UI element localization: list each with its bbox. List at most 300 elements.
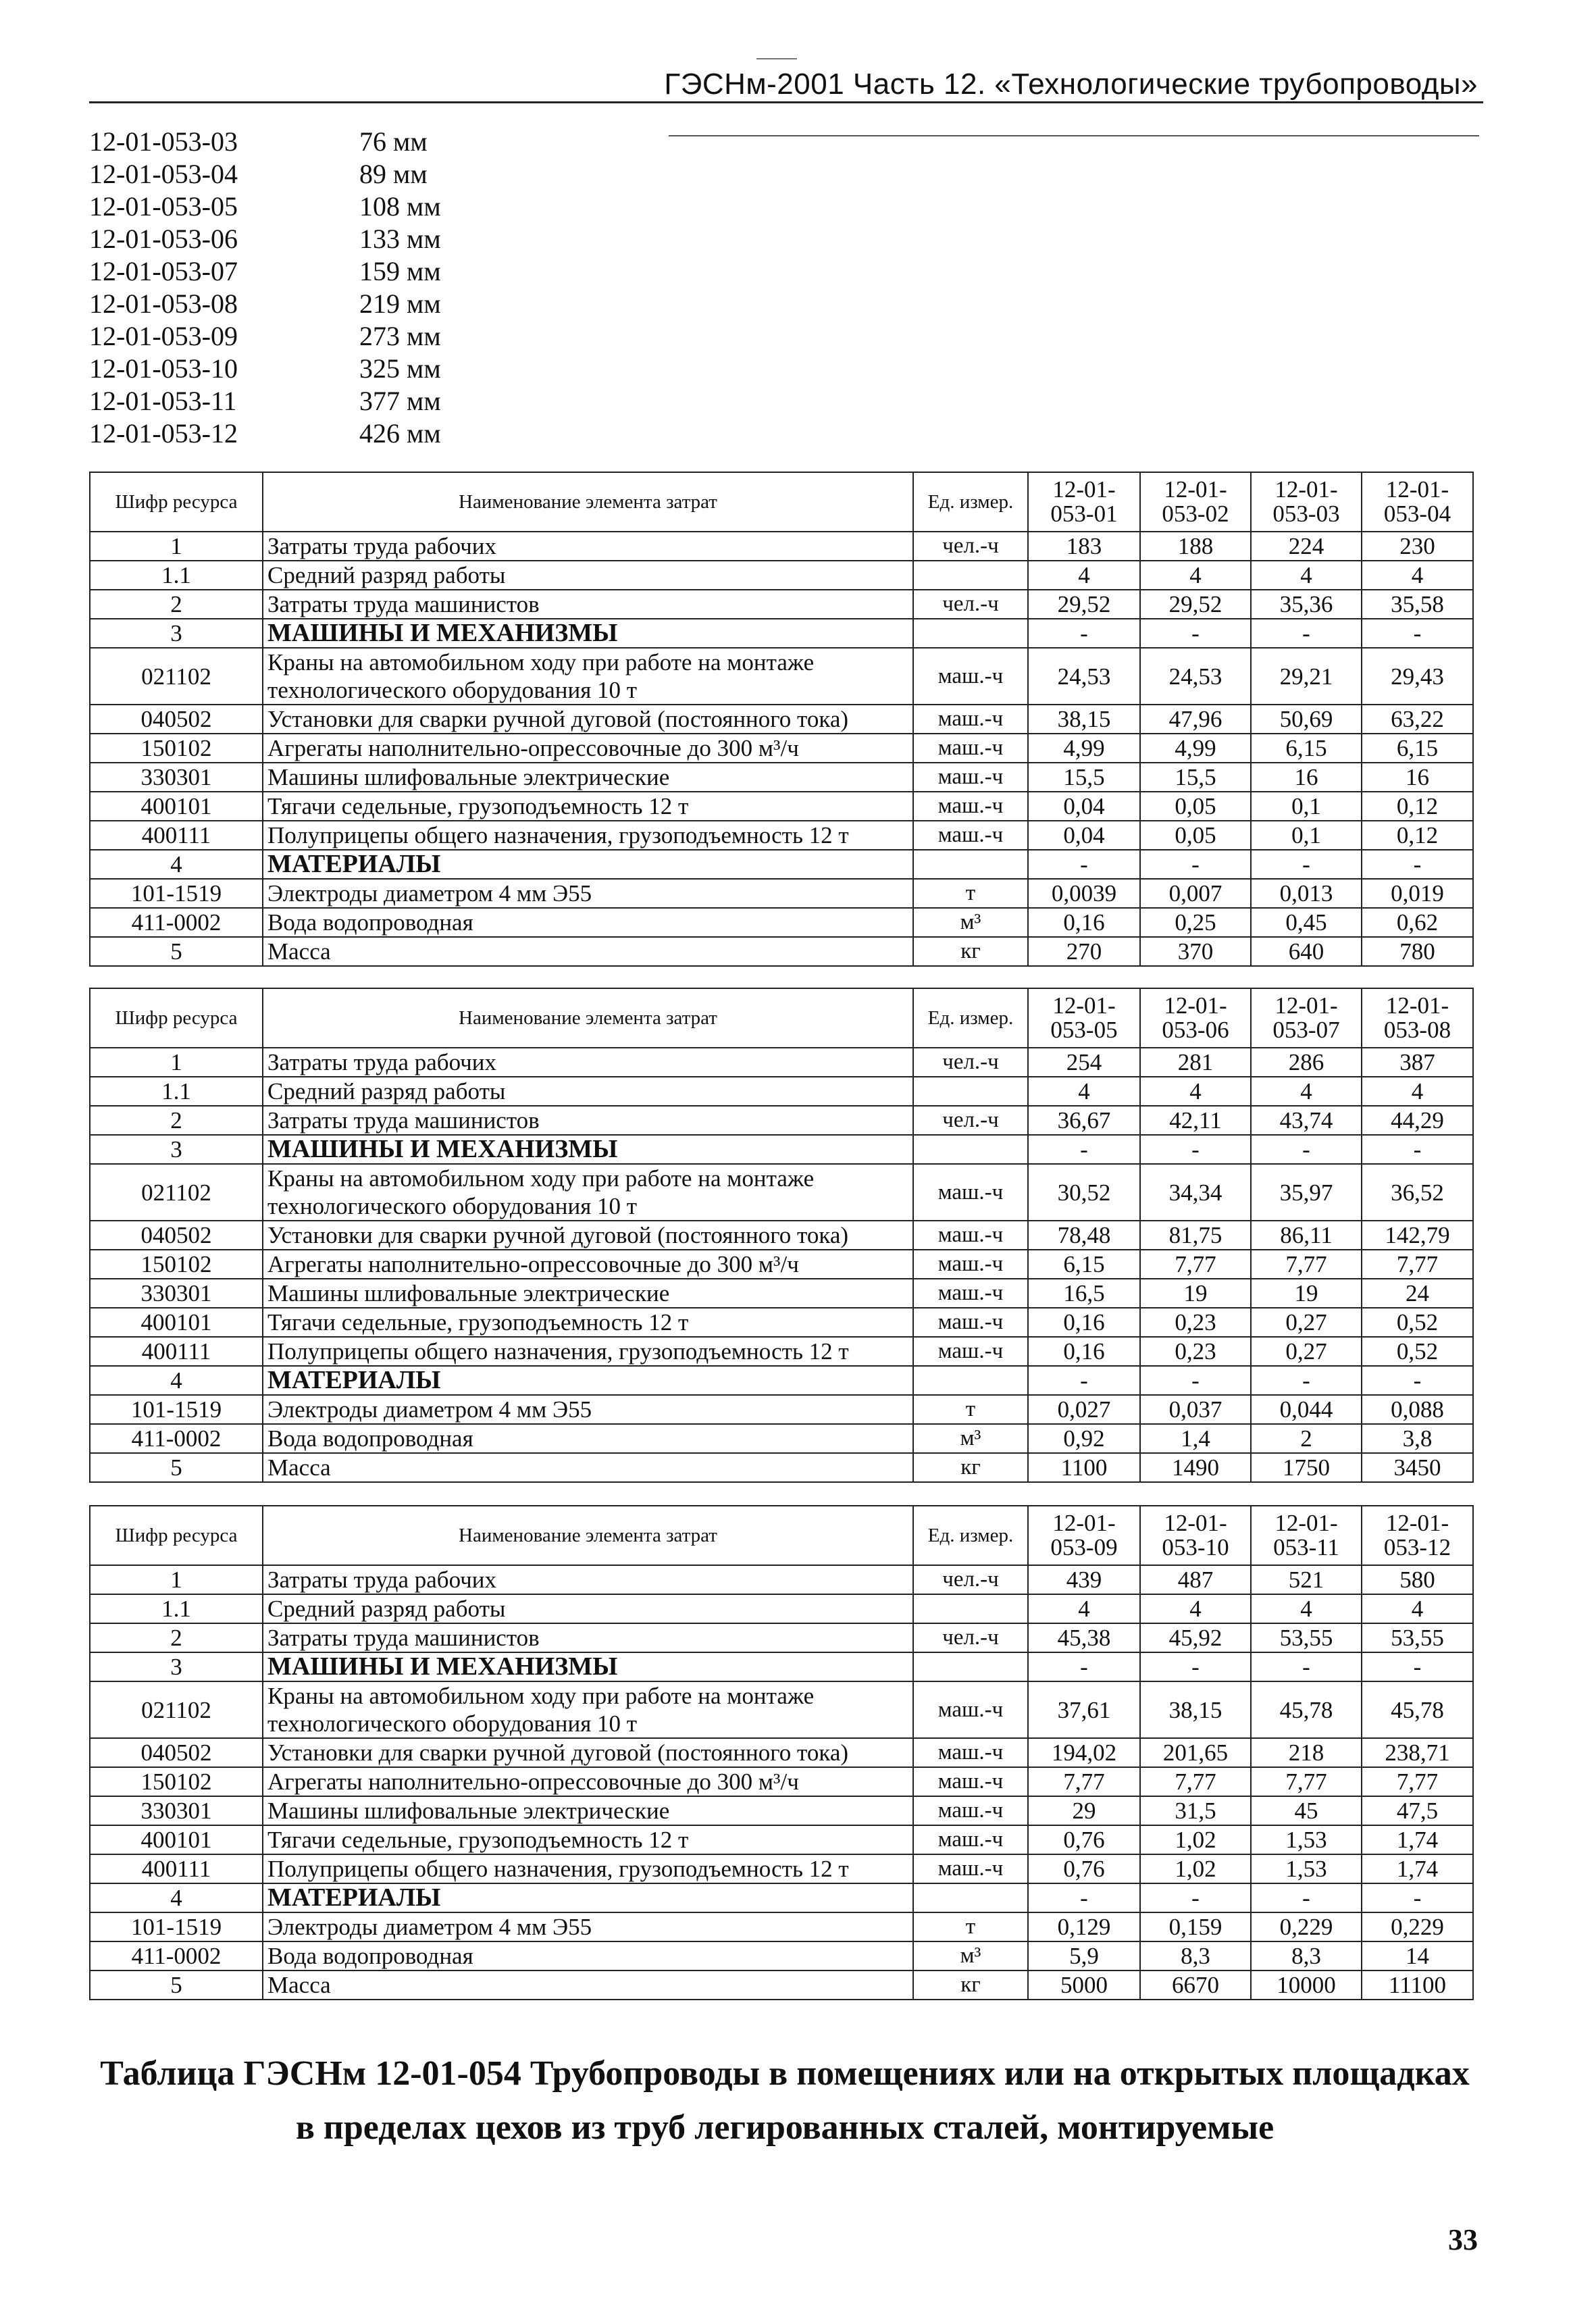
unit-of-measure: кг (913, 1971, 1028, 2000)
norm-value: 270 (1028, 937, 1140, 966)
norm-value: 7,77 (1140, 1250, 1251, 1279)
resource-code: 4 (90, 850, 263, 879)
norm-value: 45,78 (1362, 1681, 1473, 1738)
norm-value: 53,55 (1251, 1623, 1362, 1652)
header-rule-short (756, 58, 797, 59)
resource-code: 1.1 (90, 561, 263, 590)
cost-element-name (263, 1106, 913, 1135)
table-row (90, 908, 1473, 937)
cost-element-name (263, 1221, 913, 1250)
cost-element-text: Установки для сварки ручной дуговой (постоянного тока) (267, 1739, 849, 1766)
diameter-value: 273 мм (359, 321, 441, 351)
table-row (90, 1424, 1473, 1453)
code-label: 12-01-053-03 (89, 126, 238, 157)
norm-value: 4 (1362, 561, 1473, 590)
cost-element-text: Агрегаты наполнительно-опрессовочные до 300 м³/ч (267, 1251, 799, 1277)
unit-of-measure: чел.-ч (913, 532, 1028, 561)
cost-element-name (263, 1453, 913, 1482)
resource-code: 101-1519 (90, 1395, 263, 1424)
cost-element-text: Краны на автомобильном ходу при работе на монтаже технологического оборудования 10 т (267, 1165, 815, 1219)
norm-value: 0,159 (1140, 1912, 1251, 1941)
unit-of-measure: м³ (913, 1424, 1028, 1453)
norm-value: 19 (1140, 1279, 1251, 1308)
code-row (89, 320, 697, 353)
resource-table-1 (89, 472, 1474, 967)
norm-value: 1,02 (1140, 1825, 1251, 1854)
code-diameter-list (89, 126, 697, 450)
cost-element-text: Установки для сварки ручной дуговой (постоянного тока) (267, 1222, 849, 1248)
cost-element-name (263, 1594, 913, 1623)
code-label: 12-01-053-04 (89, 159, 238, 189)
header-column (1028, 472, 1140, 532)
resource-code: 2 (90, 1106, 263, 1135)
norm-value: 7,77 (1251, 1767, 1362, 1796)
column-code-line1: 12-01- (1385, 476, 1449, 503)
norm-value: 4 (1362, 1077, 1473, 1106)
table-row (90, 619, 1473, 648)
cost-element-name (263, 1623, 913, 1652)
norm-value: - (1251, 619, 1362, 648)
table-row (90, 1337, 1473, 1366)
cost-element-text: Вода водопроводная (267, 1425, 473, 1452)
table-row (90, 1825, 1473, 1854)
code-row (89, 353, 697, 385)
column-code-line2: 053-07 (1272, 1017, 1340, 1043)
norm-value: 0,1 (1251, 792, 1362, 821)
norm-value: - (1362, 850, 1473, 879)
unit-of-measure (913, 1883, 1028, 1912)
norm-value: 47,96 (1140, 705, 1251, 734)
table-row (90, 1767, 1473, 1796)
norm-value: - (1362, 619, 1473, 648)
resource-code: 400111 (90, 1854, 263, 1883)
cost-element-name (263, 792, 913, 821)
norm-value: 1490 (1140, 1453, 1251, 1482)
norm-value: 4 (1140, 1594, 1251, 1623)
table-row (90, 1395, 1473, 1424)
norm-value: 0,23 (1140, 1337, 1251, 1366)
header-rule (89, 101, 1483, 103)
cost-element-text: Вода водопроводная (267, 1943, 473, 1969)
table-row (90, 850, 1473, 879)
header-code: Шифр ресурса (90, 472, 263, 532)
unit-of-measure: т (913, 879, 1028, 908)
cost-element-text: Агрегаты наполнительно-опрессовочные до 300 м³/ч (267, 735, 799, 761)
cost-element-text: Масса (267, 1972, 331, 1998)
cost-element-text: Машины шлифовальные электрические (267, 1280, 670, 1306)
resource-code: 3 (90, 1652, 263, 1681)
resource-code: 2 (90, 1623, 263, 1652)
table-header-row (90, 1506, 1473, 1565)
norm-value: 3,8 (1362, 1424, 1473, 1453)
header-column (1140, 988, 1251, 1048)
norm-value: 183 (1028, 532, 1140, 561)
norm-value: 0,04 (1028, 792, 1140, 821)
resource-code: 150102 (90, 1250, 263, 1279)
cost-element-name (263, 1825, 913, 1854)
norm-value: 47,5 (1362, 1796, 1473, 1825)
cost-element-name (263, 619, 913, 648)
column-code-line1: 12-01- (1052, 992, 1116, 1019)
cost-element-text: Агрегаты наполнительно-опрессовочные до 300 м³/ч (267, 1769, 799, 1795)
resource-code: 400111 (90, 1337, 263, 1366)
cost-element-text: Затраты труда машинистов (267, 1107, 540, 1134)
norm-value: 1,53 (1251, 1854, 1362, 1883)
header-column (1028, 1506, 1140, 1565)
resource-code: 3 (90, 1135, 263, 1164)
norm-value: 16 (1362, 763, 1473, 792)
norm-value: - (1140, 1652, 1251, 1681)
norm-value: 36,52 (1362, 1164, 1473, 1221)
column-code-line2: 053-09 (1050, 1534, 1118, 1560)
norm-value: 45,38 (1028, 1623, 1140, 1652)
table-row (90, 590, 1473, 619)
norm-value: 1750 (1251, 1453, 1362, 1482)
cost-element-text: Затраты труда рабочих (267, 533, 496, 559)
column-code-line1: 12-01- (1164, 992, 1227, 1019)
norm-value: - (1140, 1883, 1251, 1912)
norm-value: 5,9 (1028, 1941, 1140, 1971)
resource-code: 4 (90, 1366, 263, 1395)
norm-value: 29 (1028, 1796, 1140, 1825)
resource-code: 330301 (90, 1279, 263, 1308)
table-row (90, 763, 1473, 792)
unit-of-measure: маш.-ч (913, 1337, 1028, 1366)
norm-value: 0,16 (1028, 908, 1140, 937)
norm-value: 0,76 (1028, 1825, 1140, 1854)
norm-value: 6,15 (1251, 734, 1362, 763)
norm-value: 0,013 (1251, 879, 1362, 908)
diameter-value: 377 мм (359, 386, 441, 416)
norm-value: 521 (1251, 1565, 1362, 1594)
cost-element-name (263, 879, 913, 908)
cost-element-text: Полуприцепы общего назначения, грузоподъемность 12 т (267, 1338, 849, 1365)
header-code: Шифр ресурса (90, 1506, 263, 1565)
norm-value: 0,229 (1251, 1912, 1362, 1941)
resource-code: 411-0002 (90, 908, 263, 937)
table-row (90, 1221, 1473, 1250)
diameter-value: 108 мм (359, 191, 441, 222)
norm-value: 16 (1251, 763, 1362, 792)
header-unit: Ед. измер. (913, 988, 1028, 1048)
norm-value: 7,77 (1362, 1767, 1473, 1796)
diameter-value: 89 мм (359, 159, 428, 189)
cost-element-name (263, 1048, 913, 1077)
norm-value: 201,65 (1140, 1738, 1251, 1767)
norm-value: 44,29 (1362, 1106, 1473, 1135)
resource-code: 1 (90, 1048, 263, 1077)
cost-element-text: Затраты труда машинистов (267, 1625, 540, 1651)
norm-value: 0,16 (1028, 1308, 1140, 1337)
resource-code: 5 (90, 937, 263, 966)
header-name: Наименование элемента затрат (263, 988, 913, 1048)
norm-value: 4 (1140, 561, 1251, 590)
cost-element-text: Масса (267, 938, 331, 965)
norm-value: 78,48 (1028, 1221, 1140, 1250)
header-code: Шифр ресурса (90, 988, 263, 1048)
table-row (90, 1623, 1473, 1652)
norm-value: 24 (1362, 1279, 1473, 1308)
cost-element-name (263, 1135, 913, 1164)
table-row (90, 648, 1473, 705)
cost-element-text: Средний разряд работы (267, 1078, 506, 1104)
norm-value: 4 (1251, 561, 1362, 590)
header-column (1140, 472, 1251, 532)
norm-value: 0,12 (1362, 792, 1473, 821)
cost-element-text: Машины шлифовальные электрические (267, 764, 670, 790)
cost-element-name (263, 1971, 913, 2000)
unit-of-measure: чел.-ч (913, 590, 1028, 619)
norm-value: 487 (1140, 1565, 1251, 1594)
cost-element-name (263, 1854, 913, 1883)
norm-value: 218 (1251, 1738, 1362, 1767)
unit-of-measure: маш.-ч (913, 1796, 1028, 1825)
cost-element-text: МАТЕРИАЛЫ (267, 1366, 441, 1394)
header-column (1251, 1506, 1362, 1565)
unit-of-measure: кг (913, 937, 1028, 966)
norm-value: 370 (1140, 937, 1251, 966)
diameter-value: 325 мм (359, 353, 441, 384)
norm-value: 14 (1362, 1941, 1473, 1971)
norm-value: - (1028, 1883, 1140, 1912)
table-row (90, 1912, 1473, 1941)
cost-element-name (263, 1164, 913, 1221)
table-row (90, 1652, 1473, 1681)
resource-code: 101-1519 (90, 1912, 263, 1941)
column-code-line1: 12-01- (1275, 1510, 1338, 1536)
norm-value: 8,3 (1251, 1941, 1362, 1971)
norm-value: 0,019 (1362, 879, 1473, 908)
unit-of-measure: маш.-ч (913, 648, 1028, 705)
resource-code: 330301 (90, 1796, 263, 1825)
table-row (90, 532, 1473, 561)
norm-value: - (1362, 1652, 1473, 1681)
resource-code: 021102 (90, 1681, 263, 1738)
norm-value: 0,16 (1028, 1337, 1140, 1366)
column-code-line2: 053-12 (1383, 1534, 1451, 1560)
norm-value: 37,61 (1028, 1681, 1140, 1738)
resource-table-2 (89, 988, 1474, 1483)
norm-value: 0,1 (1251, 821, 1362, 850)
norm-value: 0,05 (1140, 821, 1251, 850)
column-code-line2: 053-05 (1050, 1017, 1118, 1043)
norm-value: 0,044 (1251, 1395, 1362, 1424)
norm-value: - (1028, 619, 1140, 648)
unit-of-measure: маш.-ч (913, 1279, 1028, 1308)
code-row (89, 385, 697, 417)
cost-element-text: МАШИНЫ И МЕХАНИЗМЫ (267, 619, 618, 647)
resource-code: 040502 (90, 1738, 263, 1767)
resource-code: 021102 (90, 1164, 263, 1221)
cost-element-text: МАШИНЫ И МЕХАНИЗМЫ (267, 1135, 618, 1163)
cost-element-name (263, 1308, 913, 1337)
norm-value: 0,088 (1362, 1395, 1473, 1424)
norm-value: 1,4 (1140, 1424, 1251, 1453)
column-code-line1: 12-01- (1052, 476, 1116, 503)
cost-element-text: МАШИНЫ И МЕХАНИЗМЫ (267, 1652, 618, 1681)
cost-element-name (263, 1424, 913, 1453)
table-row (90, 1681, 1473, 1738)
norm-value: 387 (1362, 1048, 1473, 1077)
norm-value: 8,3 (1140, 1941, 1251, 1971)
unit-of-measure: маш.-ч (913, 1308, 1028, 1337)
norm-value: - (1028, 1135, 1140, 1164)
resource-code: 400111 (90, 821, 263, 850)
resource-code: 400101 (90, 1308, 263, 1337)
norm-value: 4 (1251, 1077, 1362, 1106)
norm-value: 29,52 (1028, 590, 1140, 619)
norm-value: 2 (1251, 1424, 1362, 1453)
norm-value: - (1140, 850, 1251, 879)
table-row (90, 1308, 1473, 1337)
cost-element-name (263, 1395, 913, 1424)
cost-element-name (263, 821, 913, 850)
table-header-row (90, 988, 1473, 1048)
norm-value: 1,53 (1251, 1825, 1362, 1854)
cost-element-name (263, 705, 913, 734)
cost-element-text: Тягачи седельные, грузоподъемность 12 т (267, 1827, 689, 1853)
unit-of-measure: т (913, 1395, 1028, 1424)
norm-value: 35,58 (1362, 590, 1473, 619)
cost-element-text: Полуприцепы общего назначения, грузоподъемность 12 т (267, 1856, 849, 1882)
norm-value: 0,229 (1362, 1912, 1473, 1941)
cost-element-name (263, 1366, 913, 1395)
resource-code: 4 (90, 1883, 263, 1912)
cost-element-name (263, 1250, 913, 1279)
norm-value: 0,23 (1140, 1308, 1251, 1337)
cost-element-name (263, 1681, 913, 1738)
norm-value: 19 (1251, 1279, 1362, 1308)
norm-value: 3450 (1362, 1453, 1473, 1482)
norm-value: 0,027 (1028, 1395, 1140, 1424)
unit-of-measure (913, 561, 1028, 590)
norm-value: - (1251, 1652, 1362, 1681)
column-code-line1: 12-01- (1275, 476, 1338, 503)
column-code-line2: 053-03 (1272, 501, 1340, 527)
diameter-value: 133 мм (359, 224, 441, 254)
norm-value: 7,77 (1362, 1250, 1473, 1279)
table-row (90, 937, 1473, 966)
column-code-line1: 12-01- (1385, 1510, 1449, 1536)
code-row (89, 223, 697, 255)
norm-value: - (1251, 1135, 1362, 1164)
cost-element-name (263, 1883, 913, 1912)
cost-element-name (263, 1077, 913, 1106)
norm-value: 0,52 (1362, 1337, 1473, 1366)
norm-value: - (1028, 850, 1140, 879)
resource-code: 5 (90, 1453, 263, 1482)
column-code-line2: 053-11 (1273, 1534, 1339, 1560)
unit-of-measure (913, 1077, 1028, 1106)
resource-code: 1 (90, 532, 263, 561)
table-row (90, 1594, 1473, 1623)
norm-value: 0,62 (1362, 908, 1473, 937)
norm-value: 29,21 (1251, 648, 1362, 705)
norm-value: 15,5 (1028, 763, 1140, 792)
norm-value: 38,15 (1140, 1681, 1251, 1738)
norm-value: - (1251, 850, 1362, 879)
code-label: 12-01-053-09 (89, 321, 238, 351)
resource-code: 1 (90, 1565, 263, 1594)
cost-element-name (263, 1941, 913, 1971)
norm-value: - (1140, 1366, 1251, 1395)
resource-code: 2 (90, 590, 263, 619)
unit-of-measure: маш.-ч (913, 763, 1028, 792)
cost-element-text: Электроды диаметром 4 мм Э55 (267, 1396, 592, 1423)
table-row (90, 1796, 1473, 1825)
diameter-value: 76 мм (359, 126, 428, 157)
norm-value: 224 (1251, 532, 1362, 561)
code-label: 12-01-053-10 (89, 353, 238, 384)
code-label: 12-01-053-05 (89, 191, 238, 222)
cost-element-name (263, 908, 913, 937)
header-column (1140, 1506, 1251, 1565)
norm-value: 780 (1362, 937, 1473, 966)
norm-value: 4 (1251, 1594, 1362, 1623)
cost-element-name (263, 1912, 913, 1941)
norm-value: 439 (1028, 1565, 1140, 1594)
header-column (1362, 988, 1473, 1048)
norm-value: - (1140, 619, 1251, 648)
norm-value: - (1362, 1883, 1473, 1912)
cost-element-text: Электроды диаметром 4 мм Э55 (267, 1914, 592, 1940)
unit-of-measure (913, 1366, 1028, 1395)
norm-value: 38,15 (1028, 705, 1140, 734)
norm-value: 0,007 (1140, 879, 1251, 908)
norm-value: 0,04 (1028, 821, 1140, 850)
norm-value: - (1140, 1135, 1251, 1164)
norm-value: 194,02 (1028, 1738, 1140, 1767)
code-row (89, 158, 697, 190)
cost-element-text: Средний разряд работы (267, 1596, 506, 1622)
cost-element-text: Масса (267, 1454, 331, 1481)
header-unit: Ед. измер. (913, 1506, 1028, 1565)
norm-value: 7,77 (1028, 1767, 1140, 1796)
resource-code: 150102 (90, 734, 263, 763)
column-code-line1: 12-01- (1052, 1510, 1116, 1536)
norm-value: 4,99 (1028, 734, 1140, 763)
cost-element-text: Тягачи седельные, грузоподъемность 12 т (267, 793, 689, 819)
unit-of-measure: маш.-ч (913, 1164, 1028, 1221)
table-row (90, 1135, 1473, 1164)
unit-of-measure: маш.-ч (913, 1767, 1028, 1796)
table-row (90, 1738, 1473, 1767)
norm-value: 1,74 (1362, 1854, 1473, 1883)
unit-of-measure: чел.-ч (913, 1623, 1028, 1652)
norm-value: 286 (1251, 1048, 1362, 1077)
norm-value: 4 (1028, 1594, 1140, 1623)
norm-value: 81,75 (1140, 1221, 1251, 1250)
norm-value: 0,45 (1251, 908, 1362, 937)
resource-code: 5 (90, 1971, 263, 2000)
unit-of-measure: маш.-ч (913, 821, 1028, 850)
norm-value: 0,52 (1362, 1308, 1473, 1337)
unit-of-measure: м³ (913, 1941, 1028, 1971)
resource-code: 101-1519 (90, 879, 263, 908)
norm-value: 50,69 (1251, 705, 1362, 734)
header-name: Наименование элемента затрат (263, 1506, 913, 1565)
resource-code: 021102 (90, 648, 263, 705)
header-column (1028, 988, 1140, 1048)
table-row (90, 734, 1473, 763)
norm-value: 29,43 (1362, 648, 1473, 705)
resource-code: 040502 (90, 1221, 263, 1250)
unit-of-measure: маш.-ч (913, 1738, 1028, 1767)
table-header-row (90, 472, 1473, 532)
norm-value: - (1362, 1366, 1473, 1395)
unit-of-measure (913, 1135, 1028, 1164)
unit-of-measure: маш.-ч (913, 1221, 1028, 1250)
